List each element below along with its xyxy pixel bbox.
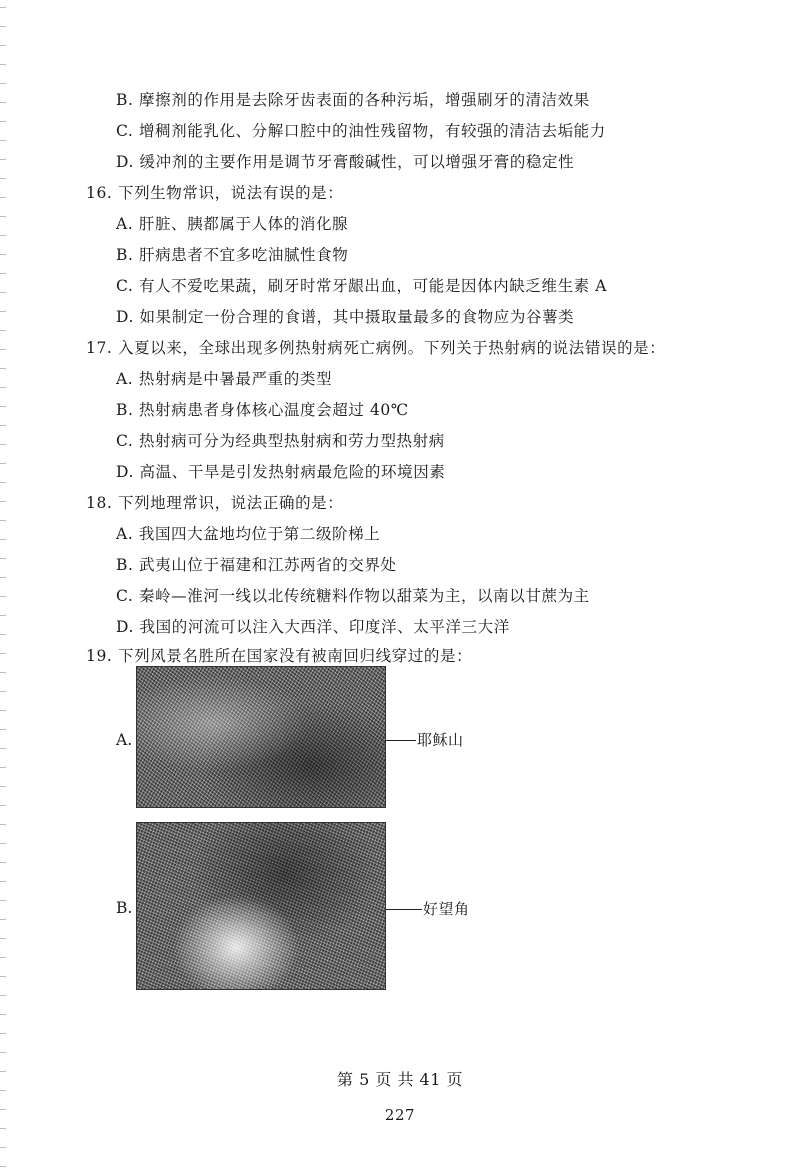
- q19-option-b-photo: [136, 822, 386, 990]
- q15-option-b: B. 摩擦剂的作用是去除牙齿表面的各种污垢，增强刷牙的清洁效果: [116, 91, 590, 109]
- scan-edge-artifact: [0, 0, 6, 1174]
- page-count: 第 5 页 共 41 页: [337, 1070, 463, 1089]
- question-19: 19. 下列风景名胜所在国家没有被南回归线穿过的是：: [86, 647, 473, 665]
- question-16: 16. 下列生物常识，说法有误的是：: [86, 184, 344, 202]
- q15-option-d: D. 缓冲剂的主要作用是调节牙膏酸碱性，可以增强牙膏的稳定性: [116, 153, 575, 171]
- q16-option-b: B. 肝病患者不宜多吃油腻性食物: [116, 246, 349, 264]
- question-18: 18. 下列地理常识，说法正确的是：: [86, 494, 344, 512]
- q17-option-a: A. 热射病是中暑最严重的类型: [116, 370, 333, 388]
- q17-option-c: C. 热射病可分为经典型热射病和劳力型热射病: [116, 432, 445, 450]
- q19-option-a-label: A.: [116, 731, 133, 749]
- q16-option-c: C. 有人不爱吃果蔬，刷牙时常牙龈出血，可能是因体内缺乏维生素 A: [116, 277, 608, 295]
- q15-option-c: C. 增稠剂能乳化、分解口腔中的油性残留物，有较强的清洁去垢能力: [116, 122, 606, 140]
- q18-option-c: C. 秦岭—淮河一线以北传统糖料作物以甜菜为主，以南以甘蔗为主: [116, 587, 590, 605]
- q19-option-b-leader-line: [386, 909, 422, 910]
- q19-option-a-leader-line: [386, 740, 416, 741]
- q16-option-a: A. 肝脏、胰都属于人体的消化腺: [116, 215, 349, 233]
- q19-option-b-callout: 好望角: [423, 900, 470, 918]
- q19-option-a-photo: [136, 666, 386, 808]
- q19-option-b-label: B.: [116, 899, 133, 917]
- q19-option-a-callout: 耶稣山: [417, 731, 464, 749]
- q16-option-d: D. 如果制定一份合理的食谱，其中摄取量最多的食物应为谷薯类: [116, 308, 575, 326]
- q18-option-a: A. 我国四大盆地均位于第二级阶梯上: [116, 525, 381, 543]
- page-number: 227: [384, 1106, 416, 1124]
- q17-option-d: D. 高温、干旱是引发热射病最危险的环境因素: [116, 463, 446, 481]
- q18-option-d: D. 我国的河流可以注入大西洋、印度洋、太平洋三大洋: [116, 618, 510, 636]
- q17-option-b: B. 热射病患者身体核心温度会超过 40℃: [116, 401, 409, 419]
- q18-option-b: B. 武夷山位于福建和江苏两省的交界处: [116, 556, 397, 574]
- question-17: 17. 入夏以来，全球出现多例热射病死亡病例。下列关于热射病的说法错误的是：: [86, 339, 666, 357]
